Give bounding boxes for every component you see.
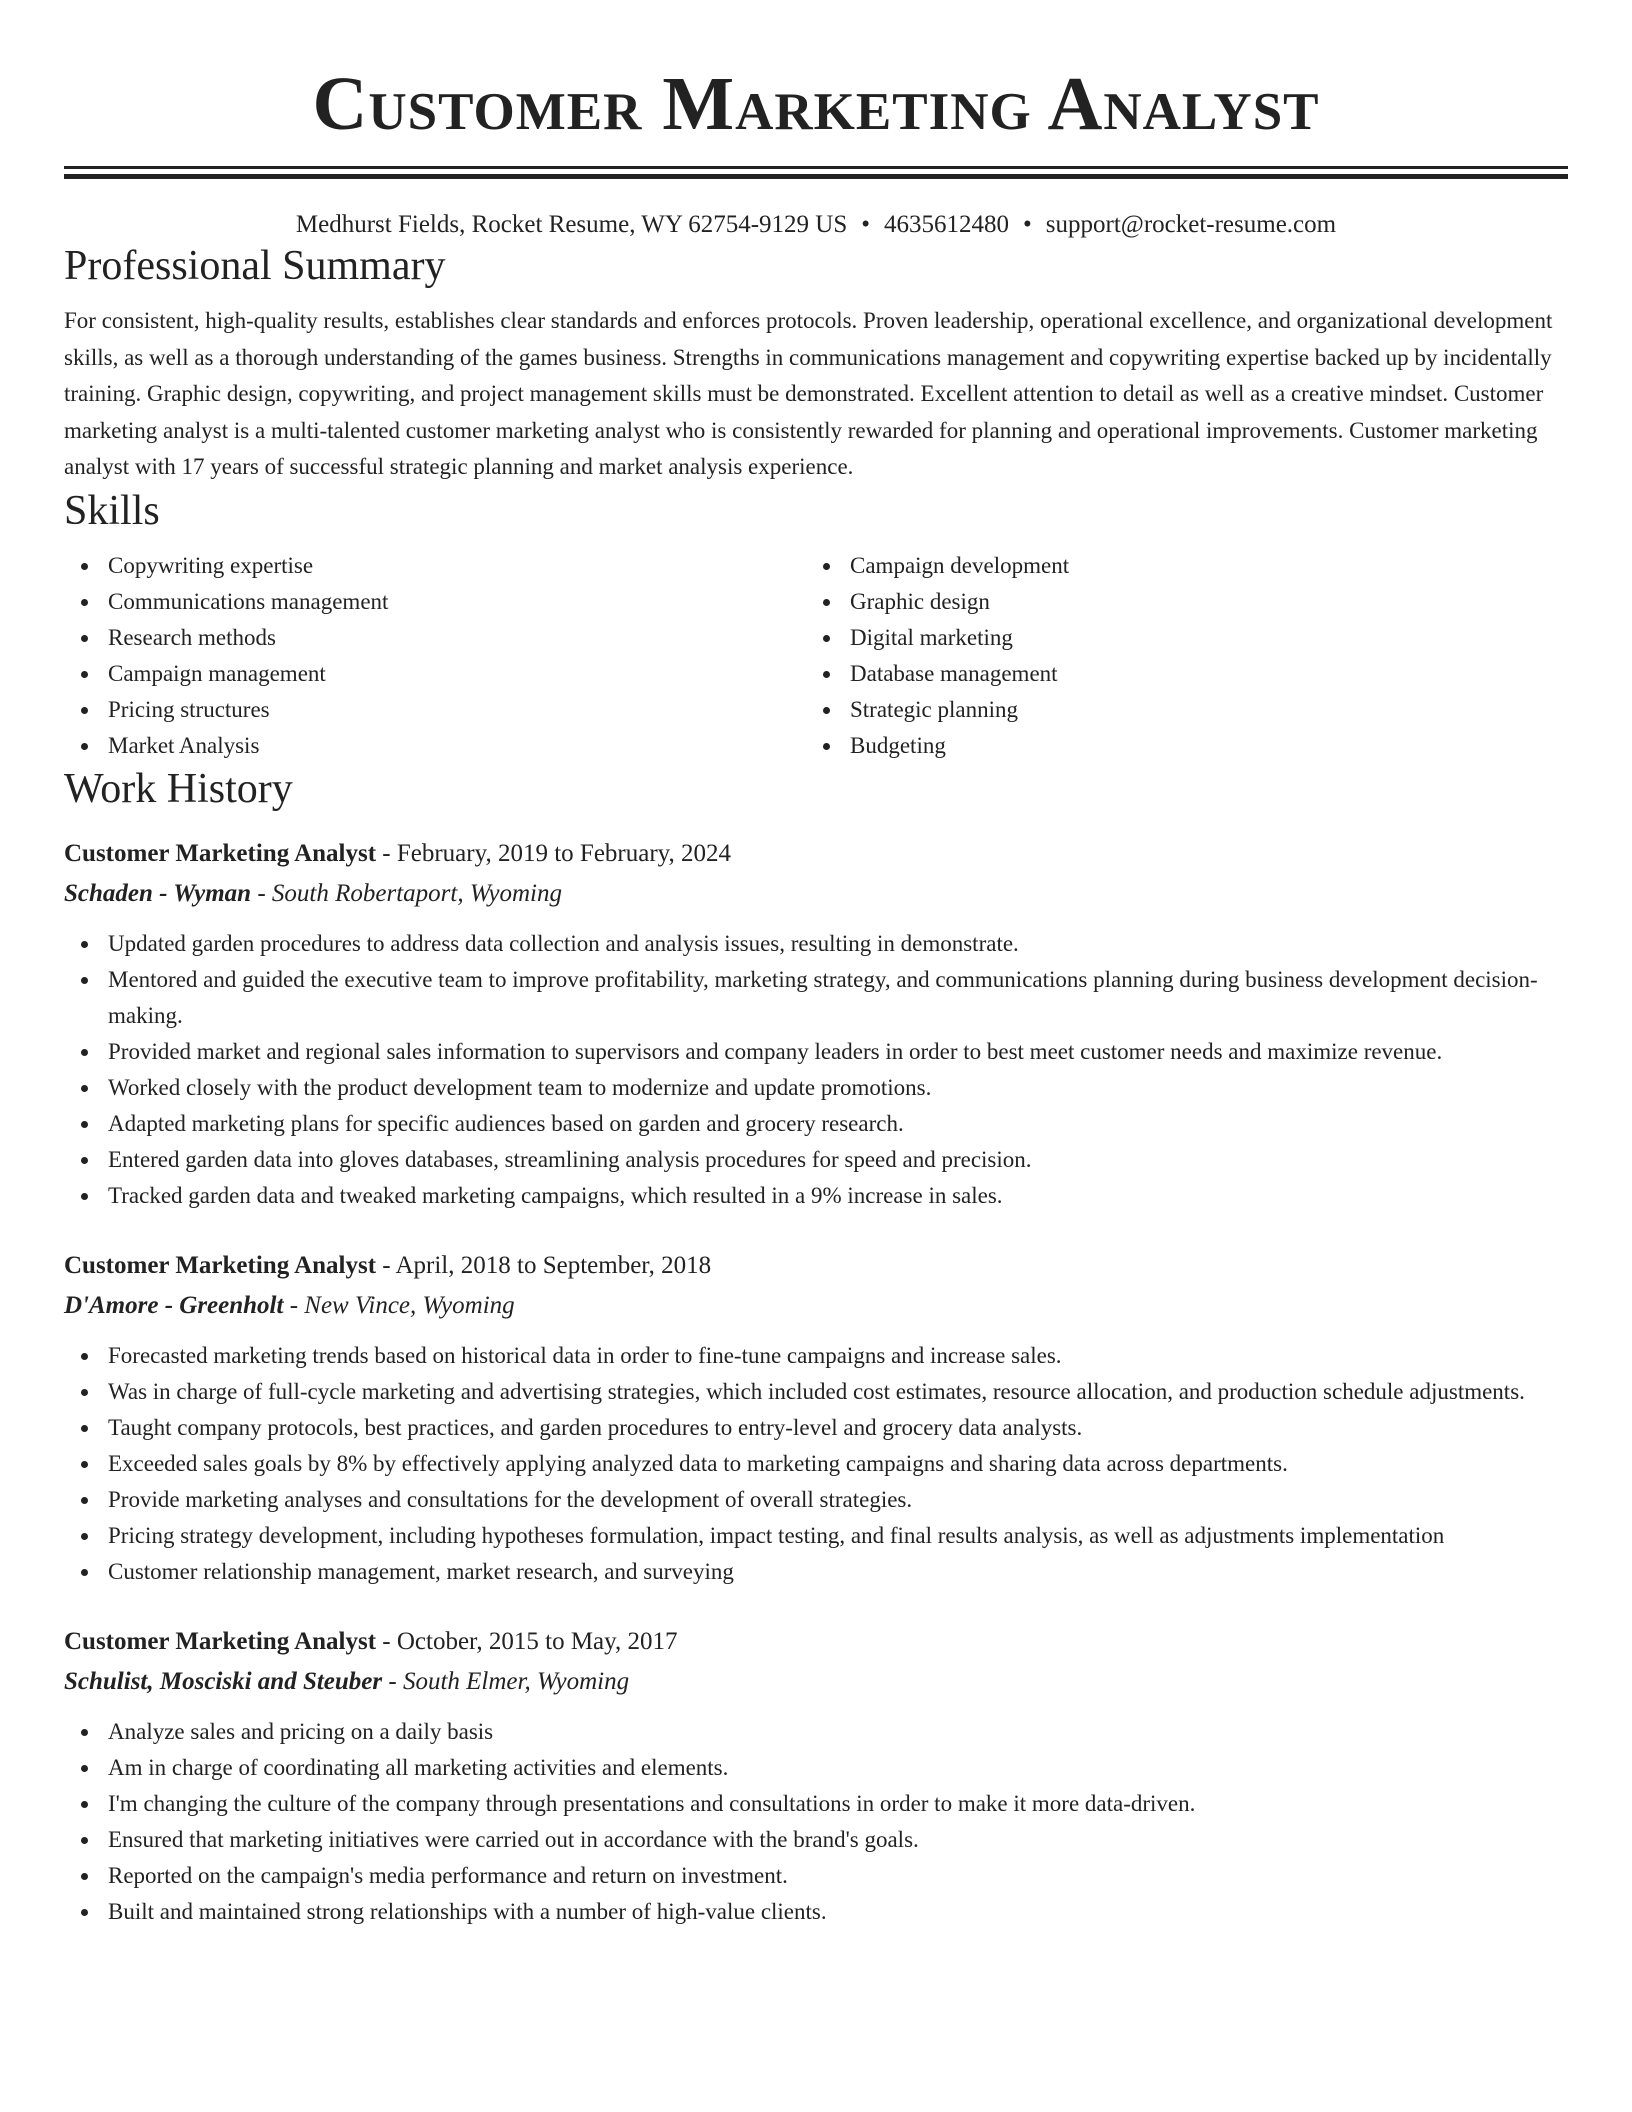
skill-item: Market Analysis: [64, 728, 806, 764]
skill-item: Communications management: [64, 584, 806, 620]
company-name: Schaden - Wyman: [64, 879, 252, 907]
job-title-line: [64, 1246, 1568, 1286]
job-location: South Elmer, Wyoming: [402, 1667, 630, 1695]
job-bullet: Adapted marketing plans for specific audiences based on garden and grocery research.: [64, 1106, 1568, 1142]
title-rule-top: [64, 166, 1568, 169]
job-entry: [64, 1622, 1568, 1930]
job-bullet: Was in charge of full-cycle marketing and advertising strategies, which included cost estimates, resource allocation, and production schedule adjustments.: [64, 1374, 1568, 1410]
contact-line: [64, 209, 1568, 241]
email: support@rocket-resume.com: [1045, 211, 1337, 238]
skill-item: Budgeting: [806, 728, 1548, 764]
job-dates: October, 2015 to May, 2017: [396, 1627, 678, 1655]
job-bullet: Ensured that marketing initiatives were carried out in accordance with the brand's goals.: [64, 1822, 1568, 1858]
resume-title: Customer Marketing Analyst: [312, 62, 1320, 146]
job-dates: February, 2019 to February, 2024: [396, 839, 732, 867]
skill-item: Graphic design: [806, 584, 1548, 620]
phone: 4635612480: [884, 211, 1010, 238]
skill-item: Strategic planning: [806, 692, 1548, 728]
job-bullets: [64, 1714, 1568, 1930]
job-bullet: Built and maintained strong relationships with a number of high-value clients.: [64, 1894, 1568, 1930]
job-bullet: Analyze sales and pricing on a daily basis: [64, 1714, 1568, 1750]
job-bullet: Tracked garden data and tweaked marketing campaigns, which resulted in a 9% increase in sales.: [64, 1178, 1568, 1214]
company-name: Schulist, Mosciski and Steuber: [64, 1667, 383, 1695]
dash: -: [376, 1627, 397, 1655]
job-title: Customer Marketing Analyst: [64, 1627, 377, 1655]
job-bullet: Taught company protocols, best practices, and garden procedures to entry-level and grocery data analysts.: [64, 1410, 1568, 1446]
company-line: [64, 1662, 1568, 1702]
address: Medhurst Fields, Rocket Resume, WY 62754-9129 US: [295, 211, 848, 238]
job-entry: [64, 1246, 1568, 1590]
job-bullet: I'm changing the culture of the company through presentations and consultations in order to make it more data-driven.: [64, 1786, 1568, 1822]
dash: -: [251, 879, 272, 907]
skill-item: Research methods: [64, 620, 806, 656]
skill-item: Digital marketing: [806, 620, 1548, 656]
job-bullet: Reported on the campaign's media performance and return on investment.: [64, 1858, 1568, 1894]
job-bullets: [64, 1338, 1568, 1590]
job-bullets: [64, 926, 1568, 1214]
summary-heading: Professional Summary: [64, 243, 446, 289]
job-dates: April, 2018 to September, 2018: [395, 1251, 712, 1279]
job-bullet: Worked closely with the product development team to modernize and update promotions.: [64, 1070, 1568, 1106]
skill-item: Campaign development: [806, 548, 1548, 584]
job-title-line: [64, 1622, 1568, 1662]
job-bullet: Am in charge of coordinating all marketing activities and elements.: [64, 1750, 1568, 1786]
dash: -: [376, 839, 397, 867]
skills-column-right: [806, 548, 1548, 764]
job-bullet: Provide marketing analyses and consultations for the development of overall strategies.: [64, 1482, 1568, 1518]
skills-list: [64, 548, 1568, 764]
skill-item: Database management: [806, 656, 1548, 692]
job-bullet: Mentored and guided the executive team to improve profitability, marketing strategy, and communications planning during business development decision-making.: [64, 962, 1568, 1034]
company-line: [64, 1286, 1568, 1326]
job-entry: [64, 834, 1568, 1214]
company-name: D'Amore - Greenholt: [64, 1291, 284, 1319]
job-bullet: Customer relationship management, market research, and surveying: [64, 1554, 1568, 1590]
dash: -: [382, 1667, 403, 1695]
summary-text: For consistent, high-quality results, establishes clear standards and enforces protocols. Proven leadership, operational excellence, and organizational development skills, as well as a thorough understanding of the games business. Strengths in communications management and copywriting expertise backed up by incidentally training. Graphic design, copywriting, and project management skills must be demonstrated. Excellent attention to detail as well as a creative mindset. Customer marketing analyst is a multi-talented customer marketing analyst who is consistently rewarded for planning and operational improvements. Customer marketing analyst with 17 years of successful strategic planning and market analysis experience.: [64, 308, 1553, 479]
job-title: Customer Marketing Analyst: [64, 1251, 377, 1279]
skills-column-left: [64, 548, 806, 764]
dash: -: [376, 1251, 396, 1279]
company-line: [64, 874, 1568, 914]
contact-separator: •: [861, 211, 871, 238]
skills-heading: Skills: [64, 487, 160, 534]
contact-separator: •: [1023, 211, 1032, 238]
dash: -: [283, 1291, 305, 1319]
title-rule-bottom: [64, 174, 1568, 179]
work-history-heading: Work History: [64, 765, 293, 812]
job-bullet: Exceeded sales goals by 8% by effectively applying analyzed data to marketing campaigns and sharing data across departments.: [64, 1446, 1568, 1482]
job-bullet: Forecasted marketing trends based on historical data in order to fine-tune campaigns and increase sales.: [64, 1338, 1568, 1374]
job-location: New Vince, Wyoming: [304, 1291, 515, 1319]
job-bullet: Provided market and regional sales information to supervisors and company leaders in order to best meet customer needs and maximize revenue.: [64, 1034, 1568, 1070]
job-bullet: Pricing strategy development, including hypotheses formulation, impact testing, and final results analysis, as well as adjustments implementation: [64, 1518, 1568, 1554]
job-bullet: Entered garden data into gloves databases, streamlining analysis procedures for speed and precision.: [64, 1142, 1568, 1178]
job-title: Customer Marketing Analyst: [64, 839, 377, 867]
skill-item: Pricing structures: [64, 692, 806, 728]
job-title-line: [64, 834, 1568, 874]
skill-item: Copywriting expertise: [64, 548, 806, 584]
skill-item: Campaign management: [64, 656, 806, 692]
job-location: South Robertaport, Wyoming: [271, 879, 562, 907]
job-bullet: Updated garden procedures to address data collection and analysis issues, resulting in demonstrate.: [64, 926, 1568, 962]
resume-page: [64, 0, 1568, 1930]
